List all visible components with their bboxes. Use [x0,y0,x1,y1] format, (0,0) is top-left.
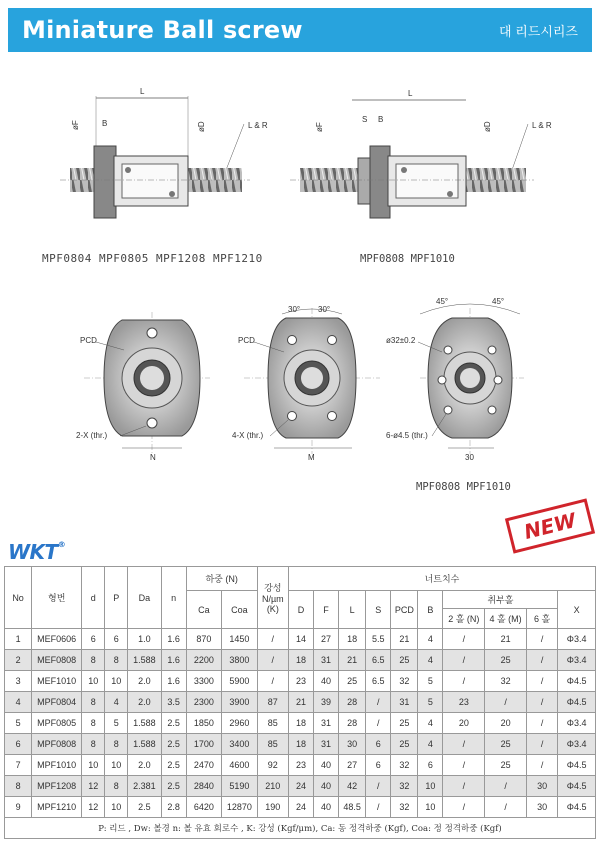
dim-S-2: S [362,115,368,124]
table-cell: 2.381 [128,776,161,797]
table-cell: 31 [314,734,339,755]
table-cell: 12870 [222,797,258,818]
table-cell: 20 [443,713,485,734]
table-cell: / [443,734,485,755]
col-h2: 2 홀 (N) [443,609,485,629]
table-cell: 9 [5,797,32,818]
table-cell: 10 [105,797,128,818]
table-cell: Φ3.4 [558,713,596,734]
spec-table [4,566,596,839]
table-cell: 8 [82,692,105,713]
table-cell: 6 [418,755,443,776]
dim-30: 30 [465,453,474,462]
table-cell: / [526,734,557,755]
table-cell: 28 [339,692,366,713]
table-cell: / [485,776,527,797]
table-cell: 5 [418,692,443,713]
label-2x: 2-X (thr.) [76,431,108,440]
table-cell: 10 [82,755,105,776]
table-cell: 3900 [222,692,258,713]
table-cell: / [443,776,485,797]
table-cell: 39 [314,692,339,713]
table-cell: 870 [186,629,222,650]
table-row [5,650,596,671]
table-cell: 6 [366,755,391,776]
col-coa: Coa [222,591,258,629]
table-cell: 40 [314,776,339,797]
table-cell: 190 [257,797,288,818]
table-cell: / [526,755,557,776]
col-B: B [418,591,443,629]
table-cell: / [366,692,391,713]
table-cell: 6 [105,629,128,650]
table-cell: 8 [105,650,128,671]
brand-logo [8,540,65,564]
table-cell: 32 [391,755,418,776]
label-pcd-b: PCD [238,336,255,345]
table-cell: 6.5 [366,671,391,692]
table-cell: 2840 [186,776,222,797]
table-cell: 20 [485,713,527,734]
col-d: d [82,567,105,629]
registered-mark: ® [57,540,66,549]
table-cell: 1.588 [128,734,161,755]
col-D: D [288,591,313,629]
table-cell: / [443,671,485,692]
table-cell: 10 [418,797,443,818]
col-load: 하중 (N) [186,567,257,591]
rigidity-unit: N/µm [261,594,284,604]
technical-drawings [0,60,600,520]
table-cell: MPF0808 [32,734,82,755]
table-cell: 18 [339,629,366,650]
fig3-caption: MPF0808 MPF1010 [416,481,511,493]
table-cell: 31 [391,692,418,713]
table-cell: 8 [82,713,105,734]
table-cell: / [257,629,288,650]
table-row [5,713,596,734]
table-cell: 27 [339,755,366,776]
col-da: Da [128,567,161,629]
rigidity-k: (K) [266,604,279,614]
table-cell: 4 [418,734,443,755]
page-subtitle: 대 리드시리즈 [499,23,578,39]
table-cell: 12 [82,776,105,797]
brand-logo-text: WKT [8,540,58,564]
table-cell: 2.0 [128,692,161,713]
table-cell: / [443,629,485,650]
label-6x: 6-ø4.5 (thr.) [386,431,428,440]
label-30b: 30° [318,305,331,314]
table-cell: 30 [526,797,557,818]
table-cell: MPF0804 [32,692,82,713]
col-nut: 너트치수 [288,567,595,591]
side-view-2 [290,89,552,218]
table-cell: MPF1010 [32,755,82,776]
table-cell: MEF1010 [32,671,82,692]
label-phi32: ø32±0.2 [386,336,416,345]
table-cell: 10 [82,671,105,692]
table-cell: 32 [391,671,418,692]
table-cell: 6 [366,734,391,755]
col-L: L [339,591,366,629]
label-45b: 45° [492,297,505,306]
col-n: n [161,567,186,629]
table-cell: 21 [485,629,527,650]
table-cell: 1.6 [161,629,186,650]
table-cell: 87 [257,692,288,713]
table-cell: 18 [288,713,313,734]
side-view-1 [60,87,268,218]
table-cell: / [257,650,288,671]
table-cell: 6 [82,629,105,650]
table-cell: 4600 [222,755,258,776]
col-no: No [5,567,32,629]
table-cell: 85 [257,713,288,734]
table-cell: 25 [391,650,418,671]
table-cell: 92 [257,755,288,776]
table-row [5,692,596,713]
table-cell: 2.5 [161,734,186,755]
table-footnote: P: 리드 , Dw: 볼경 n: 볼 유효 회로수 , K: 강성 (Kgf/μm), Ca: 동 정격하중 (Kgf), Coa: 정 정격하중 (Kgf) [5,818,596,839]
table-cell: 7 [5,755,32,776]
col-h4: 4 홀 (M) [485,609,527,629]
table-cell: / [366,713,391,734]
table-cell: 2 [5,650,32,671]
table-cell: / [485,797,527,818]
table-cell: 3300 [186,671,222,692]
label-45a: 45° [436,297,449,306]
dim-B-2: B [378,115,384,124]
table-cell: MPF1208 [32,776,82,797]
table-cell: 28 [339,713,366,734]
table-cell: 42 [339,776,366,797]
table-cell: 8 [82,734,105,755]
table-cell: 25 [485,734,527,755]
table-cell: 5 [418,671,443,692]
table-row [5,755,596,776]
table-cell: 25 [391,734,418,755]
page-title: Miniature Ball screw [22,16,303,44]
table-cell: 32 [391,776,418,797]
table-cell: 18 [288,734,313,755]
table-cell: 31 [314,713,339,734]
col-rigidity [257,567,288,629]
table-cell: 32 [391,797,418,818]
table-row [5,776,596,797]
table-cell: 48.5 [339,797,366,818]
fig2-caption: MPF0808 MPF1010 [360,253,455,265]
table-cell: Φ4.5 [558,671,596,692]
table-cell: MEF0808 [32,650,82,671]
page-header [8,8,592,52]
table-cell: 3.5 [161,692,186,713]
table-cell: 1.588 [128,650,161,671]
front-view-4hole [232,305,380,462]
table-cell: / [443,797,485,818]
table-cell: / [526,650,557,671]
label-4x: 4-X (thr.) [232,431,264,440]
table-cell: 5 [105,713,128,734]
table-cell: 1.6 [161,650,186,671]
table-cell: 3400 [222,734,258,755]
table-cell: 27 [314,629,339,650]
table-cell: Φ4.5 [558,776,596,797]
table-cell: / [366,776,391,797]
dim-M: M [308,453,315,462]
table-cell: 1.0 [128,629,161,650]
table-cell: 5190 [222,776,258,797]
table-cell: / [443,755,485,776]
table-cell: 1450 [222,629,258,650]
table-cell: 1700 [186,734,222,755]
col-X: X [558,591,596,629]
table-cell: 21 [288,692,313,713]
dim-D-1: øD [197,121,206,132]
table-cell: MPF1210 [32,797,82,818]
table-cell: 85 [257,734,288,755]
table-cell: 12 [82,797,105,818]
table-cell: 8 [5,776,32,797]
label-30a: 30° [288,305,301,314]
table-cell: / [366,797,391,818]
dim-L-1: L [140,87,145,96]
table-cell: 2.5 [161,776,186,797]
table-cell: 23 [443,692,485,713]
new-stamp: NEW [505,498,595,553]
table-row [5,671,596,692]
table-cell: 8 [82,650,105,671]
table-cell: Φ4.5 [558,797,596,818]
dim-B-1: B [102,119,108,128]
dim-LR-1: L & R [248,121,268,130]
table-cell: / [443,650,485,671]
table-cell: 10 [105,755,128,776]
table-cell: 1.588 [128,713,161,734]
drawings-svg [0,60,600,520]
fig1-caption: MPF0804 MPF0805 MPF1208 MPF1210 [42,252,263,265]
table-cell: MEF0606 [32,629,82,650]
table-cell: 21 [339,650,366,671]
table-cell: / [526,713,557,734]
table-cell: 25 [339,671,366,692]
table-cell: 31 [314,650,339,671]
table-cell: 21 [391,629,418,650]
table-cell: / [526,629,557,650]
col-PCD: PCD [391,591,418,629]
table-cell: 210 [257,776,288,797]
table-cell: 2470 [186,755,222,776]
table-cell: 25 [485,650,527,671]
table-cell: 1 [5,629,32,650]
table-cell: Φ3.4 [558,629,596,650]
table-cell: 40 [314,755,339,776]
table-cell: 2.0 [128,755,161,776]
table-cell: / [257,671,288,692]
rigidity-label: 강성 [264,583,282,593]
table-cell: 5 [5,713,32,734]
table-cell: 2.5 [161,755,186,776]
table-cell: 8 [105,776,128,797]
table-cell: 24 [288,776,313,797]
front-view-2hole [76,312,210,462]
dim-D-2: øD [483,121,492,132]
col-holes: 취부홀 [443,591,558,609]
table-row [5,629,596,650]
dim-L-2: L [408,89,413,98]
table-cell: 6420 [186,797,222,818]
table-cell: 4 [105,692,128,713]
table-cell: 6.5 [366,650,391,671]
table-cell: 32 [485,671,527,692]
table-cell: Φ4.5 [558,755,596,776]
table-cell: 23 [288,755,313,776]
table-cell: 25 [485,755,527,776]
table-cell: 23 [288,671,313,692]
table-cell: 3 [5,671,32,692]
table-cell: 25 [391,713,418,734]
table-cell: 30 [339,734,366,755]
table-cell: 4 [418,713,443,734]
table-cell: 40 [314,797,339,818]
table-cell: 8 [105,734,128,755]
table-cell: 4 [418,650,443,671]
table-cell: 2.8 [161,797,186,818]
table-cell: 2200 [186,650,222,671]
col-model: 형번 [32,567,82,629]
table-cell: 10 [105,671,128,692]
table-cell: 30 [526,776,557,797]
dim-LR-2: L & R [532,121,552,130]
table-cell: 1850 [186,713,222,734]
dim-F-2: øF [315,122,324,132]
dim-N: N [150,453,156,462]
table-row [5,797,596,818]
col-p: P [105,567,128,629]
table-cell: 10 [418,776,443,797]
table-cell: Φ3.4 [558,650,596,671]
table-cell: / [485,692,527,713]
spec-table-body [5,629,596,818]
table-cell: Φ4.5 [558,692,596,713]
col-h6: 6 홀 [526,609,557,629]
table-cell: 2.5 [161,713,186,734]
table-cell: MPF0805 [32,713,82,734]
table-cell: 5900 [222,671,258,692]
table-cell: 3800 [222,650,258,671]
col-S: S [366,591,391,629]
table-cell: 24 [288,797,313,818]
table-cell: 1.6 [161,671,186,692]
col-F: F [314,591,339,629]
table-cell: / [526,671,557,692]
table-row [5,734,596,755]
table-cell: 6 [5,734,32,755]
table-cell: 2960 [222,713,258,734]
col-ca: Ca [186,591,222,629]
table-cell: 40 [314,671,339,692]
front-view-6hole [386,297,524,462]
table-cell: 5.5 [366,629,391,650]
table-cell: Φ3.4 [558,734,596,755]
table-cell: 2.5 [128,797,161,818]
dim-F-1: øF [71,120,80,130]
table-cell: 18 [288,650,313,671]
table-cell: 14 [288,629,313,650]
table-cell: / [526,692,557,713]
table-cell: 2300 [186,692,222,713]
table-cell: 2.0 [128,671,161,692]
label-pcd-a: PCD [80,336,97,345]
table-cell: 4 [5,692,32,713]
table-cell: 4 [418,629,443,650]
